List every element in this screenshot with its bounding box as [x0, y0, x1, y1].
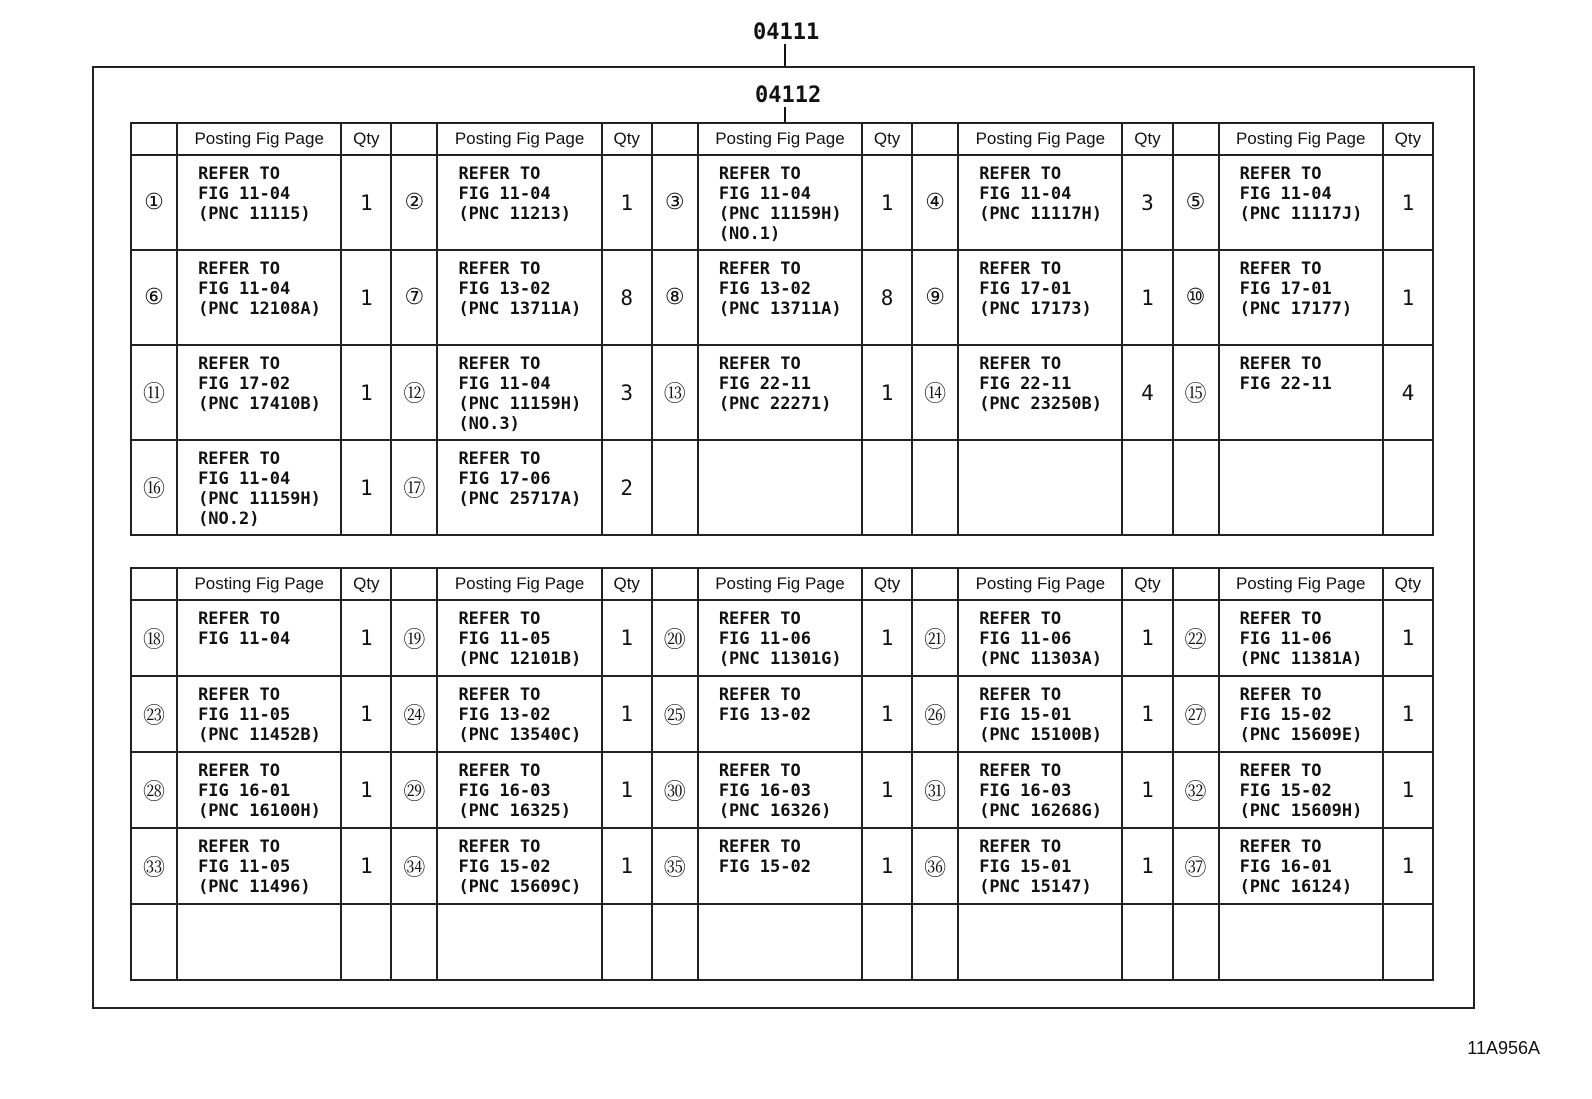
- reference-line: FIG 11-05: [458, 629, 551, 649]
- posting-fig-page-cell: [177, 904, 341, 980]
- posting-fig-page-cell: [1219, 600, 1383, 676]
- sub-assembly-leader-line: [784, 107, 786, 123]
- reference-line: FIG 22-11: [979, 374, 1072, 394]
- quantity-cell: 1: [1383, 828, 1433, 904]
- header-blank-cell: [131, 568, 177, 600]
- parts-table-top: [130, 122, 1434, 536]
- quantity-cell: 1: [341, 828, 391, 904]
- reference-line: FIG 13-02: [458, 279, 551, 299]
- reference-line: FIG 11-06: [1239, 629, 1332, 649]
- posting-fig-page-cell: [958, 250, 1122, 345]
- reference-line: (PNC 11496): [198, 877, 311, 897]
- table-row: [131, 752, 1433, 828]
- callout-number: ㉗: [1173, 676, 1219, 752]
- illustration-code: 11A956A: [1467, 1038, 1540, 1058]
- reference-line: FIG 13-02: [458, 705, 551, 725]
- callout-number: [652, 440, 698, 535]
- table-row: [131, 250, 1433, 345]
- table-row: [131, 600, 1433, 676]
- callout-number: ⑥: [131, 250, 177, 345]
- posting-fig-page-cell: [1219, 155, 1383, 250]
- reference-line: REFER TO: [198, 761, 280, 781]
- quantity-cell: [1122, 904, 1172, 980]
- posting-fig-page-cell: [1219, 250, 1383, 345]
- callout-number: ㉚: [652, 752, 698, 828]
- reference-line: REFER TO: [718, 837, 801, 857]
- table-row: [131, 904, 1433, 980]
- reference-line: (PNC 13540C): [458, 725, 582, 745]
- reference-line: FIG 15-02: [1239, 781, 1332, 801]
- callout-number: ㉓: [131, 676, 177, 752]
- callout-number: ③: [652, 155, 698, 250]
- header-blank-cell: [912, 568, 958, 600]
- reference-line: (PNC 11303A): [979, 649, 1103, 669]
- callout-number: ㉕: [652, 676, 698, 752]
- header-row: [131, 123, 1433, 155]
- callout-number: ⑯: [131, 440, 177, 535]
- callout-number: [652, 904, 698, 980]
- callout-number: ㉝: [131, 828, 177, 904]
- reference-line: FIG 11-04: [198, 469, 291, 489]
- header-fig-page: Posting Fig Page: [958, 568, 1122, 600]
- header-blank-cell: [131, 123, 177, 155]
- reference-line: REFER TO: [1239, 761, 1322, 781]
- header-row: [131, 568, 1433, 600]
- reference-line: (PNC 11213): [458, 204, 572, 224]
- header-fig-page: Posting Fig Page: [1219, 568, 1383, 600]
- quantity-cell: 1: [862, 345, 912, 440]
- quantity-cell: 1: [1122, 600, 1172, 676]
- posting-fig-page-cell: [1219, 345, 1383, 440]
- reference-line: FIG 17-06: [458, 469, 551, 489]
- header-blank-cell: [1173, 123, 1219, 155]
- header-fig-page: Posting Fig Page: [1219, 123, 1383, 155]
- reference-line: REFER TO: [458, 354, 541, 374]
- reference-line: (PNC 15609C): [458, 877, 582, 897]
- quantity-cell: 1: [602, 828, 652, 904]
- reference-line: FIG 11-04: [458, 374, 551, 394]
- callout-number: ⑳: [652, 600, 698, 676]
- reference-line: (PNC 15100B): [979, 725, 1103, 745]
- quantity-cell: 3: [1122, 155, 1172, 250]
- quantity-cell: 1: [1383, 676, 1433, 752]
- reference-line: REFER TO: [979, 685, 1062, 705]
- header-fig-page: Posting Fig Page: [958, 123, 1122, 155]
- callout-number: [1173, 440, 1219, 535]
- callout-number: ㉟: [652, 828, 698, 904]
- reference-line: FIG 16-03: [718, 781, 811, 801]
- posting-fig-page-cell: [958, 676, 1122, 752]
- quantity-cell: 1: [862, 155, 912, 250]
- header-fig-page: Posting Fig Page: [698, 123, 862, 155]
- callout-number: ㊱: [912, 828, 958, 904]
- assembly-number: 04111: [753, 20, 820, 45]
- reference-line: REFER TO: [979, 259, 1062, 279]
- reference-line: REFER TO: [1239, 164, 1322, 184]
- reference-line: FIG 15-02: [718, 857, 811, 877]
- quantity-cell: 1: [1383, 250, 1433, 345]
- parts-table-bottom: [130, 567, 1434, 981]
- reference-line: (PNC 22271): [718, 394, 832, 414]
- posting-fig-page-cell: [177, 600, 341, 676]
- reference-line: (PNC 16100H): [198, 801, 321, 821]
- header-qty: Qty: [862, 568, 912, 600]
- posting-fig-page-cell: [958, 440, 1122, 535]
- reference-line: FIG 15-01: [979, 857, 1072, 877]
- reference-line: FIG 15-02: [458, 857, 551, 877]
- quantity-cell: 4: [1122, 345, 1172, 440]
- callout-number: ④: [912, 155, 958, 250]
- reference-line: REFER TO: [198, 685, 280, 705]
- reference-line: FIG 11-04: [718, 184, 811, 204]
- quantity-cell: 1: [1383, 600, 1433, 676]
- posting-fig-page-cell: [437, 440, 601, 535]
- reference-line: (PNC 11301G): [718, 649, 842, 669]
- reference-line: FIG 11-04: [1239, 184, 1332, 204]
- posting-fig-page-cell: [1219, 752, 1383, 828]
- reference-line: (PNC 15609H): [1239, 801, 1363, 821]
- reference-line: FIG 17-01: [1239, 279, 1332, 299]
- reference-line: FIG 11-06: [718, 629, 811, 649]
- reference-line: REFER TO: [1239, 259, 1322, 279]
- posting-fig-page-cell: [958, 600, 1122, 676]
- posting-fig-page-cell: [958, 752, 1122, 828]
- callout-number: ⑲: [391, 600, 437, 676]
- posting-fig-page-cell: [698, 904, 862, 980]
- reference-line: REFER TO: [1239, 685, 1322, 705]
- posting-fig-page-cell: [437, 828, 601, 904]
- reference-line: (PNC 11159H): [718, 204, 842, 224]
- callout-number: ⑰: [391, 440, 437, 535]
- reference-line: FIG 11-06: [979, 629, 1072, 649]
- header-fig-page: Posting Fig Page: [437, 568, 601, 600]
- posting-fig-page-cell: [698, 752, 862, 828]
- quantity-cell: 1: [862, 828, 912, 904]
- reference-line: (PNC 11381A): [1239, 649, 1363, 669]
- reference-line: (PNC 16326): [718, 801, 832, 821]
- header-blank-cell: [1173, 568, 1219, 600]
- callout-number: ㉜: [1173, 752, 1219, 828]
- reference-line: FIG 16-01: [198, 781, 291, 801]
- quantity-cell: [602, 904, 652, 980]
- reference-line: REFER TO: [198, 449, 280, 469]
- header-qty: Qty: [1122, 568, 1172, 600]
- reference-line: REFER TO: [979, 837, 1062, 857]
- posting-fig-page-cell: [177, 752, 341, 828]
- callout-number: ⑮: [1173, 345, 1219, 440]
- reference-line: FIG 13-02: [718, 279, 811, 299]
- quantity-cell: 1: [1122, 752, 1172, 828]
- quantity-cell: 1: [862, 752, 912, 828]
- callout-number: ㉛: [912, 752, 958, 828]
- header-qty: Qty: [1383, 568, 1433, 600]
- header-fig-page: Posting Fig Page: [698, 568, 862, 600]
- posting-fig-page-cell: [698, 828, 862, 904]
- reference-line: (PNC 12101B): [458, 649, 582, 669]
- quantity-cell: 8: [862, 250, 912, 345]
- reference-line: REFER TO: [718, 609, 801, 629]
- posting-fig-page-cell: [1219, 904, 1383, 980]
- quantity-cell: 1: [862, 600, 912, 676]
- reference-line: (PNC 17173): [979, 299, 1092, 319]
- callout-number: ⑬: [652, 345, 698, 440]
- posting-fig-page-cell: [958, 345, 1122, 440]
- quantity-cell: 1: [602, 155, 652, 250]
- callout-number: ㉖: [912, 676, 958, 752]
- posting-fig-page-cell: [1219, 676, 1383, 752]
- posting-fig-page-cell: [177, 345, 341, 440]
- reference-line: (PNC 12108A): [198, 299, 321, 319]
- reference-line: (PNC 15147): [979, 877, 1092, 897]
- quantity-cell: 1: [341, 250, 391, 345]
- reference-line: REFER TO: [979, 609, 1062, 629]
- reference-line: FIG 11-04: [198, 279, 291, 299]
- header-fig-page: Posting Fig Page: [437, 123, 601, 155]
- reference-line: (PNC 11115): [198, 204, 311, 224]
- reference-line: REFER TO: [979, 761, 1062, 781]
- reference-line: (PNC 15609E): [1239, 725, 1363, 745]
- quantity-cell: [862, 904, 912, 980]
- callout-number: ㊲: [1173, 828, 1219, 904]
- reference-line: FIG 11-05: [198, 857, 291, 877]
- reference-line: REFER TO: [718, 685, 801, 705]
- posting-fig-page-cell: [437, 600, 601, 676]
- callout-number: ㉔: [391, 676, 437, 752]
- reference-line: REFER TO: [979, 164, 1062, 184]
- reference-line: REFER TO: [198, 354, 280, 374]
- header-qty: Qty: [602, 568, 652, 600]
- reference-line: FIG 17-02: [198, 374, 291, 394]
- reference-line: (PNC 16268G): [979, 801, 1103, 821]
- reference-line: REFER TO: [718, 761, 801, 781]
- reference-line: REFER TO: [198, 259, 280, 279]
- reference-line: (PNC 16325): [458, 801, 572, 821]
- header-blank-cell: [652, 568, 698, 600]
- reference-line: REFER TO: [718, 259, 801, 279]
- reference-line: REFER TO: [198, 164, 280, 184]
- reference-line: REFER TO: [458, 164, 541, 184]
- callout-number: ⑦: [391, 250, 437, 345]
- callout-number: ⑩: [1173, 250, 1219, 345]
- quantity-cell: 1: [1383, 155, 1433, 250]
- posting-fig-page-cell: [177, 676, 341, 752]
- callout-number: ②: [391, 155, 437, 250]
- reference-line: REFER TO: [1239, 609, 1322, 629]
- reference-line: (PNC 11452B): [198, 725, 321, 745]
- reference-line: REFER TO: [198, 837, 280, 857]
- reference-line: REFER TO: [458, 449, 541, 469]
- quantity-cell: 1: [1122, 676, 1172, 752]
- reference-line: FIG 11-04: [458, 184, 551, 204]
- posting-fig-page-cell: [698, 250, 862, 345]
- posting-fig-page-cell: [177, 440, 341, 535]
- callout-number: ㉞: [391, 828, 437, 904]
- callout-number: [131, 904, 177, 980]
- header-qty: Qty: [602, 123, 652, 155]
- quantity-cell: 3: [602, 345, 652, 440]
- reference-line: (PNC 25717A): [458, 489, 582, 509]
- quantity-cell: [1383, 904, 1433, 980]
- table-row: [131, 828, 1433, 904]
- header-blank-cell: [391, 568, 437, 600]
- quantity-cell: 1: [1122, 250, 1172, 345]
- reference-line: FIG 11-04: [979, 184, 1072, 204]
- reference-line: (NO.3): [458, 414, 520, 434]
- quantity-cell: 1: [341, 600, 391, 676]
- posting-fig-page-cell: [437, 155, 601, 250]
- callout-number: ⑱: [131, 600, 177, 676]
- callout-number: [1173, 904, 1219, 980]
- posting-fig-page-cell: [958, 828, 1122, 904]
- posting-fig-page-cell: [958, 904, 1122, 980]
- reference-line: (PNC 13711A): [718, 299, 842, 319]
- reference-line: REFER TO: [458, 259, 541, 279]
- quantity-cell: 1: [602, 752, 652, 828]
- reference-line: (PNC 11159H): [198, 489, 321, 509]
- callout-number: ⑧: [652, 250, 698, 345]
- quantity-cell: 1: [602, 600, 652, 676]
- callout-number: ㉘: [131, 752, 177, 828]
- posting-fig-page-cell: [698, 345, 862, 440]
- reference-line: REFER TO: [458, 761, 541, 781]
- callout-number: ⑤: [1173, 155, 1219, 250]
- reference-line: FIG 22-11: [1239, 374, 1332, 394]
- callout-number: ⑨: [912, 250, 958, 345]
- reference-line: FIG 13-02: [718, 705, 811, 725]
- callout-number: ⑫: [391, 345, 437, 440]
- reference-line: FIG 16-01: [1239, 857, 1332, 877]
- posting-fig-page-cell: [177, 250, 341, 345]
- posting-fig-page-cell: [958, 155, 1122, 250]
- posting-fig-page-cell: [177, 828, 341, 904]
- reference-line: FIG 11-04: [198, 629, 291, 649]
- reference-line: (NO.2): [198, 509, 260, 529]
- reference-line: FIG 11-05: [198, 705, 291, 725]
- quantity-cell: 1: [341, 752, 391, 828]
- posting-fig-page-cell: [698, 600, 862, 676]
- callout-number: ⑪: [131, 345, 177, 440]
- reference-line: REFER TO: [718, 354, 801, 374]
- header-qty: Qty: [1383, 123, 1433, 155]
- callout-number: [391, 904, 437, 980]
- quantity-cell: 1: [341, 440, 391, 535]
- reference-line: FIG 16-03: [458, 781, 551, 801]
- callout-number: [912, 904, 958, 980]
- header-blank-cell: [912, 123, 958, 155]
- posting-fig-page-cell: [437, 676, 601, 752]
- posting-fig-page-cell: [698, 440, 862, 535]
- table-row: [131, 676, 1433, 752]
- table-row: [131, 345, 1433, 440]
- reference-line: FIG 15-02: [1239, 705, 1332, 725]
- reference-line: REFER TO: [458, 609, 541, 629]
- posting-fig-page-cell: [437, 904, 601, 980]
- reference-line: (PNC 11159H): [458, 394, 582, 414]
- header-qty: Qty: [341, 123, 391, 155]
- reference-line: REFER TO: [1239, 354, 1322, 374]
- callout-number: ⑭: [912, 345, 958, 440]
- posting-fig-page-cell: [437, 345, 601, 440]
- reference-line: (PNC 16124): [1239, 877, 1353, 897]
- reference-line: (PNC 11117J): [1239, 204, 1363, 224]
- reference-line: REFER TO: [198, 609, 280, 629]
- posting-fig-page-cell: [698, 676, 862, 752]
- reference-line: (NO.1): [718, 224, 781, 244]
- quantity-cell: 8: [602, 250, 652, 345]
- header-fig-page: Posting Fig Page: [177, 568, 341, 600]
- quantity-cell: 1: [341, 676, 391, 752]
- callout-number: ㉑: [912, 600, 958, 676]
- callout-number: ㉒: [1173, 600, 1219, 676]
- table-row: [131, 155, 1433, 250]
- quantity-cell: 1: [1122, 828, 1172, 904]
- header-blank-cell: [652, 123, 698, 155]
- posting-fig-page-cell: [437, 250, 601, 345]
- reference-line: (PNC 17177): [1239, 299, 1353, 319]
- posting-fig-page-cell: [177, 155, 341, 250]
- reference-line: REFER TO: [979, 354, 1062, 374]
- quantity-cell: 1: [1383, 752, 1433, 828]
- reference-line: (PNC 17410B): [198, 394, 321, 414]
- reference-line: REFER TO: [458, 837, 541, 857]
- quantity-cell: 1: [602, 676, 652, 752]
- assembly-leader-line: [784, 44, 786, 66]
- callout-number: ㉙: [391, 752, 437, 828]
- header-fig-page: Posting Fig Page: [177, 123, 341, 155]
- posting-fig-page-cell: [1219, 828, 1383, 904]
- reference-line: REFER TO: [718, 164, 801, 184]
- header-qty: Qty: [341, 568, 391, 600]
- reference-line: FIG 22-11: [718, 374, 811, 394]
- quantity-cell: 2: [602, 440, 652, 535]
- table-row: [131, 440, 1433, 535]
- sub-assembly-number: 04112: [755, 83, 822, 108]
- reference-line: (PNC 13711A): [458, 299, 582, 319]
- quantity-cell: 4: [1383, 345, 1433, 440]
- quantity-cell: [1122, 440, 1172, 535]
- quantity-cell: 1: [341, 155, 391, 250]
- callout-number: [912, 440, 958, 535]
- posting-fig-page-cell: [698, 155, 862, 250]
- header-qty: Qty: [1122, 123, 1172, 155]
- callout-number: ①: [131, 155, 177, 250]
- quantity-cell: 1: [341, 345, 391, 440]
- reference-line: FIG 11-04: [198, 184, 291, 204]
- quantity-cell: [341, 904, 391, 980]
- reference-line: FIG 17-01: [979, 279, 1072, 299]
- header-blank-cell: [391, 123, 437, 155]
- reference-line: FIG 16-03: [979, 781, 1072, 801]
- posting-fig-page-cell: [1219, 440, 1383, 535]
- reference-line: (PNC 11117H): [979, 204, 1103, 224]
- reference-line: REFER TO: [1239, 837, 1322, 857]
- reference-line: REFER TO: [458, 685, 541, 705]
- reference-line: FIG 15-01: [979, 705, 1072, 725]
- reference-line: (PNC 23250B): [979, 394, 1103, 414]
- quantity-cell: [862, 440, 912, 535]
- quantity-cell: [1383, 440, 1433, 535]
- header-qty: Qty: [862, 123, 912, 155]
- posting-fig-page-cell: [437, 752, 601, 828]
- quantity-cell: 1: [862, 676, 912, 752]
